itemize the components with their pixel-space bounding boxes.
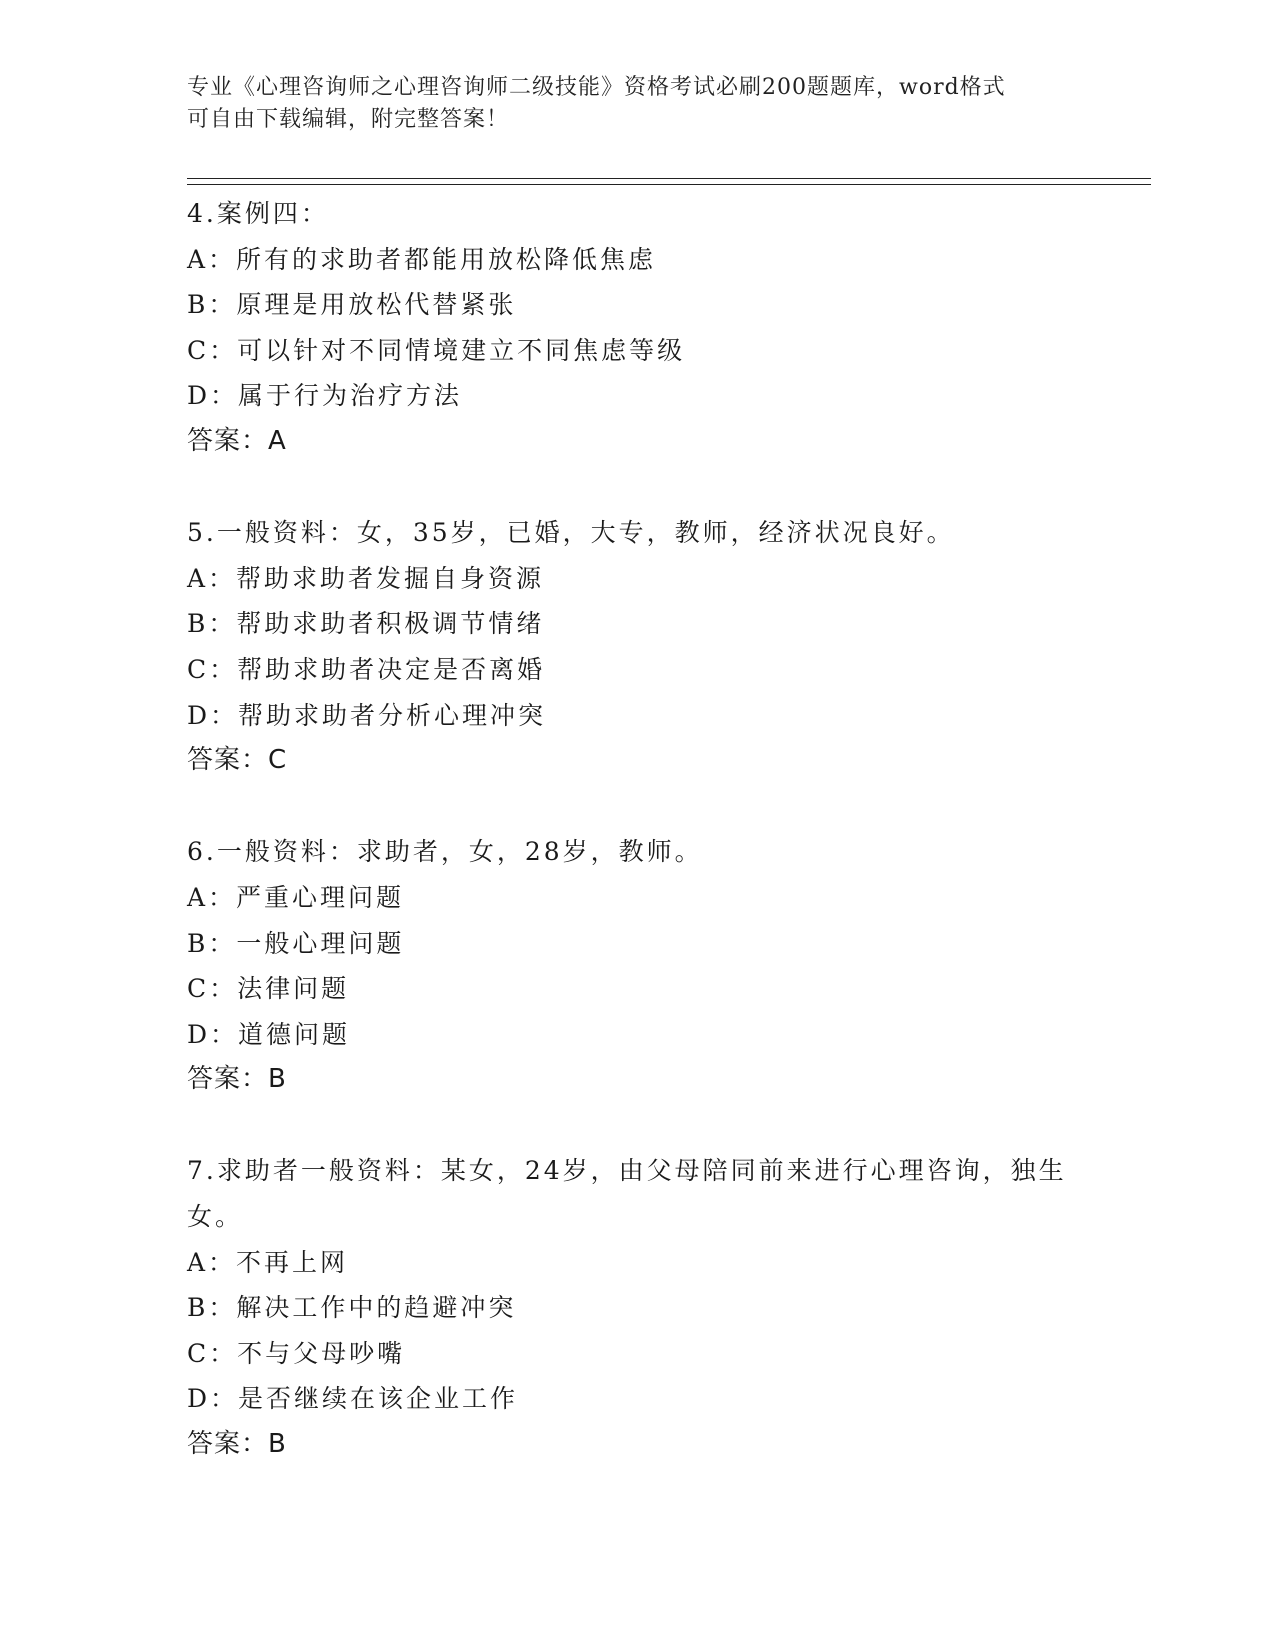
option-b: B：帮助求助者积极调节情绪 bbox=[187, 609, 545, 639]
question-5 bbox=[187, 510, 1087, 784]
answer-line: 答案：B bbox=[187, 1064, 287, 1095]
option-b: B：一般心理问题 bbox=[187, 928, 405, 958]
answer-line: 答案：A bbox=[187, 425, 287, 456]
question-4 bbox=[187, 191, 1087, 465]
question-stem: 7.求助者一般资料：某女，24岁，由父母陪同前来进行心理咨询，独生女。 bbox=[187, 1156, 1067, 1232]
option-a: A：帮助求助者发掘自身资源 bbox=[187, 563, 545, 593]
option-d: D：帮助求助者分析心理冲突 bbox=[187, 700, 547, 730]
option-b: B：原理是用放松代替紧张 bbox=[187, 290, 517, 320]
option-d: D：属于行为治疗方法 bbox=[187, 381, 463, 411]
option-c: C：可以针对不同情境建立不同焦虑等级 bbox=[187, 335, 686, 365]
header-line-2: 可自由下载编辑，附完整答案！ bbox=[187, 107, 510, 132]
option-a: A：严重心理问题 bbox=[187, 882, 405, 912]
option-c: C：帮助求助者决定是否离婚 bbox=[187, 654, 546, 684]
option-d: D：道德问题 bbox=[187, 1019, 351, 1049]
option-a: A：所有的求助者都能用放松降低焦虑 bbox=[187, 244, 657, 274]
question-stem: 6.一般资料：求助者，女，28岁，教师。 bbox=[187, 837, 703, 867]
spacer bbox=[187, 1103, 1087, 1149]
option-b: B：解决工作中的趋避冲突 bbox=[187, 1293, 517, 1323]
option-c: C：不与父母吵嘴 bbox=[187, 1338, 406, 1368]
question-7 bbox=[187, 1148, 1087, 1467]
spacer bbox=[187, 784, 1087, 830]
option-c: C：法律问题 bbox=[187, 974, 350, 1004]
answer-line: 答案：B bbox=[187, 1429, 287, 1460]
option-d: D：是否继续在该企业工作 bbox=[187, 1384, 519, 1414]
question-stem: 5.一般资料：女，35岁，已婚，大专，教师，经济状况良好。 bbox=[187, 518, 955, 548]
spacer bbox=[187, 465, 1087, 511]
answer-line: 答案：C bbox=[187, 745, 288, 776]
header-line-1: 专业《心理咨询师之心理咨询师二级技能》资格考试必刷200题题库，word格式 bbox=[187, 75, 1006, 100]
question-list bbox=[187, 191, 1087, 1468]
document-header bbox=[187, 72, 1067, 136]
question-6 bbox=[187, 829, 1087, 1103]
question-stem: 4.案例四： bbox=[187, 199, 329, 228]
option-a: A：不再上网 bbox=[187, 1247, 349, 1277]
header-divider bbox=[187, 178, 1151, 185]
